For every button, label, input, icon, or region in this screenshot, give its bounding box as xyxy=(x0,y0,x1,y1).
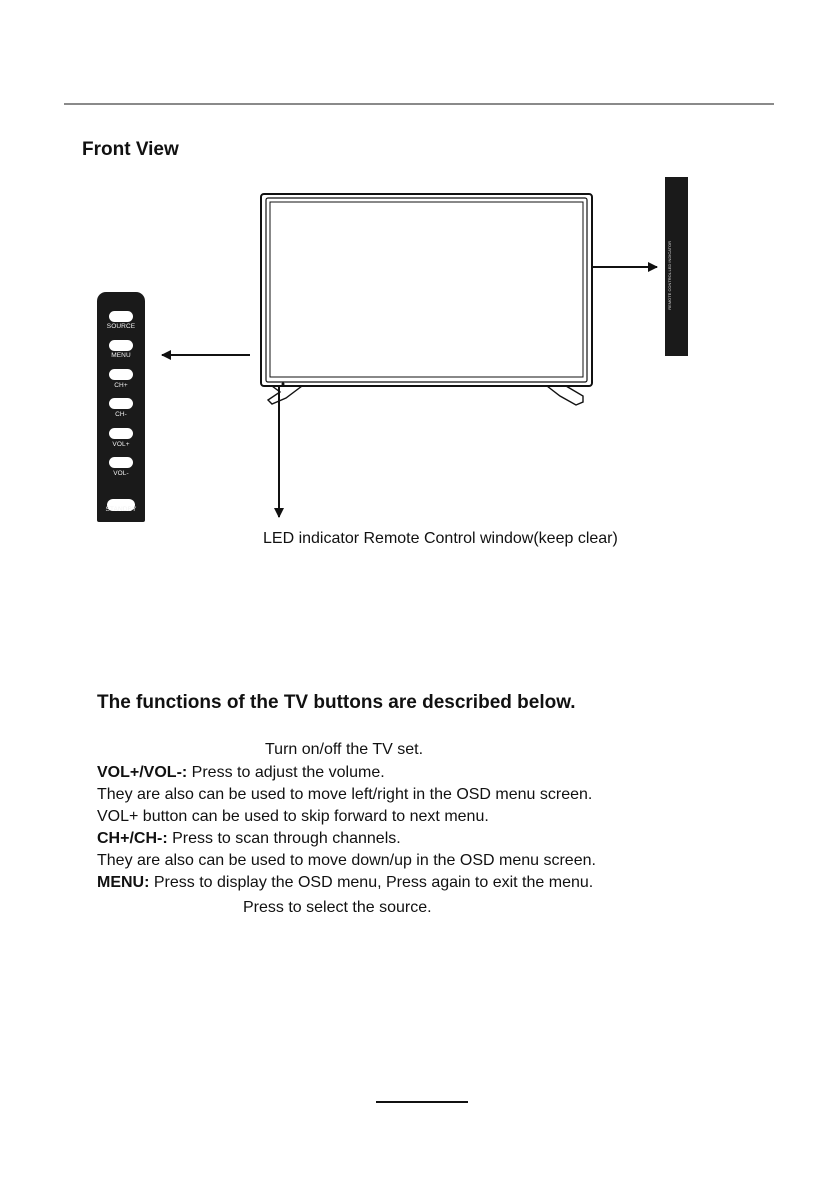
tv-outline xyxy=(261,194,592,386)
menu-line xyxy=(97,872,593,894)
vol-line-3: VOL+ button can be used to skip forward to next menu. xyxy=(97,808,489,825)
vol-label: VOL+/VOL-: xyxy=(97,764,188,781)
left-stand xyxy=(268,386,302,404)
menu-label: MENU: xyxy=(97,874,150,891)
vol-line-2: They are also can be used to move left/right in the OSD menu screen. xyxy=(97,786,593,803)
ch-plus-button-label: CH+ xyxy=(114,382,128,389)
right-stand xyxy=(547,386,583,405)
ch-line-2: They are also can be used to move down/up in the OSD menu screen. xyxy=(97,852,596,869)
source-button-label: SOURCE xyxy=(106,323,136,330)
menu-button-shape xyxy=(109,340,133,351)
vol-minus-button-label: VOL- xyxy=(113,470,129,477)
source-button-shape xyxy=(109,311,133,322)
functions-heading: The functions of the TV buttons are described below. xyxy=(97,692,576,713)
side-panel-line-2: REMOTE CONTROL xyxy=(667,271,672,310)
ch-minus-button-label: CH- xyxy=(115,411,127,418)
button-panel xyxy=(97,292,145,522)
vol-plus-button-label: VOL+ xyxy=(112,441,130,448)
standby-description: Turn on/off the TV set. xyxy=(265,741,424,758)
ch-line xyxy=(97,828,401,850)
menu-button-label: MENU xyxy=(111,352,131,359)
standby-button-label: STANDBY xyxy=(105,506,137,513)
vol-plus-button-shape xyxy=(109,428,133,439)
front-view-heading: Front View xyxy=(82,139,179,160)
ch-plus-button-shape xyxy=(109,369,133,380)
page-number-rule xyxy=(376,1101,468,1103)
menu-description: Press to display the OSD menu, Press again to exit the menu. xyxy=(149,874,594,891)
vol-line xyxy=(97,762,385,784)
side-panel-detail xyxy=(665,177,688,356)
ch-label: CH+/CH-: xyxy=(97,830,168,847)
ch-description: Press to scan through channels. xyxy=(167,830,401,847)
vol-description: Press to adjust the volume. xyxy=(187,764,385,781)
source-description: Press to select the source. xyxy=(243,899,432,916)
side-panel-line-1: LED INDICATOR xyxy=(667,241,672,272)
side-panel-text xyxy=(667,241,686,310)
vol-minus-button-shape xyxy=(109,457,133,468)
ch-minus-button-shape xyxy=(109,398,133,409)
led-window-caption: LED indicator Remote Control window(keep clear) xyxy=(263,530,618,547)
